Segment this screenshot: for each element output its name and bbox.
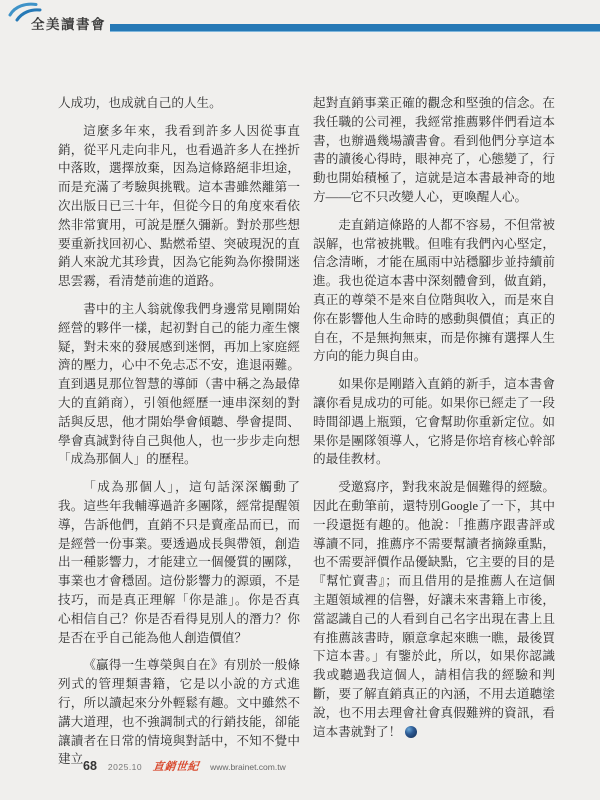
magazine-logo: 直銷世紀 bbox=[152, 761, 200, 773]
column-left bbox=[58, 94, 300, 769]
header-rule bbox=[110, 24, 600, 32]
paragraph: 書中的主人翁就像我們身邊常見剛開始經營的夥伴一樣，起初對自己的能力產生懷疑，對未來的發展感到迷惘，再加上家庭經濟的壓力，心中不免忐忑不安，進退兩難。直到遇見那位智慧的導師（書中稱之為最偉大的直銷商），引領他經歷一連串深刻的對話與反思，他才開始學會傾聽、學會提問、學會真誠對待自己與他人，也一步步走向想「成為那個人」的歷程。 bbox=[58, 301, 300, 467]
paragraph-continuation: 人成功，也成就自己的人生。 bbox=[58, 96, 222, 110]
paragraph: 「成為那個人」，這句話深深觸動了我。這些年我輔導過許多團隊，經常提醒領導，告訴他們，直銷不只是賣產品而已，而是經營一份事業。要透過成長與帶領，創造出一種影響力，才能建立一個優質的團隊，事業也才會穩固。這份影響力的源頭，不是技巧，而是真正理解「你是誰」。你是否真心相信自己？你是否看得見別人的潛力？你是否在乎自己能為他人創造價值？ bbox=[58, 480, 300, 645]
website-url: www.brainet.com.tw bbox=[210, 762, 286, 772]
paragraph: 如果你是剛踏入直銷的新手，這本書會讓你看見成功的可能。如果你已經走了一段時間卻遇上瓶頸，它會幫助你重新定位。如果你是團隊領導人，它將是你培育核心幹部的最佳教材。 bbox=[313, 377, 555, 467]
page-number: 68 bbox=[83, 759, 97, 773]
paragraph-continuation: 起對直銷事業正確的觀念和堅強的信念。在我任職的公司裡，我經常推薦夥伴們看這本書，也辦過幾場讀書會。看到他們分享這本書的讀後心得時，眼神亮了，心態變了，行動也開始積極了，這就是這本書最神奇的地方——它不只改變人心，更喚醒人心。 bbox=[313, 96, 555, 204]
paragraph-text: 受邀寫序，對我來說是個難得的經驗。因此在動筆前，還特別Google了一下，其中一段還挺有趣的。他說：「推薦序跟書評或導讀不同，推薦序不需要幫讀者摘錄重點，也不需要評價作品優缺點，它主要的目的是『幫忙賣書』；而且借用的是推薦人在這個主題領域裡的信譽，好讓未來書籍上市後，當認識自己的人看到自己名字出現在書上且有推薦該書時，願意拿起來瞧一瞧，最後買下這本書。」有鑒於此，所以，如果你認識我或聽過我這個人，請相信我的經驗和判斷，要了解直銷真正的內涵，不用去道聽塗說，也不用去理會社會真假難辨的資訊，看這本書就對了！ bbox=[313, 480, 555, 739]
paragraph: 《贏得一生尊榮與自在》有別於一般條列式的管理類書籍，它是以小說的方式進行，所以讀起來分外輕鬆有趣。文中雖然不講大道理，也不強調制式的行銷技能，卻能讓讀者在日常的情境與對話中，不知不覺中建立 bbox=[58, 658, 300, 767]
paragraph-last bbox=[313, 478, 555, 741]
paragraph: 走直銷這條路的人都不容易，不但常被誤解，也常被挑戰。但唯有我們內心堅定，信念清晰，才能在風雨中站穩腳步並持續前進。我也從這本書中深刻體會到，做直銷，真正的尊榮不是來自位階與收入，而是來自你在影響他人生命時的感動與價值；真正的自在，不是無拘無束，而是你擁有選擇人生方向的能力與自由。 bbox=[313, 217, 555, 364]
article-body bbox=[58, 94, 555, 769]
end-of-article-icon bbox=[405, 726, 417, 738]
page-header bbox=[0, 0, 600, 44]
column-right bbox=[313, 94, 555, 769]
paragraph: 這麼多年來，我看到許多人因從事直銷，從平凡走向非凡，也看過許多人在挫折中落敗，選擇放棄，因為這條路絕非坦途，而是充滿了考驗與挑戰。這本書雖然離第一次出版日已三十年，但從今日的角度來看依然非常實用，可說是歷久彌新。對於那些想要重新找回初心、點燃希望、突破現況的直銷人來說尤其珍貴，因為它能夠為你撥開迷思雲霧，看清楚前進的道路。 bbox=[58, 123, 300, 289]
issue-date: 2025.10 bbox=[107, 762, 143, 772]
section-label: 全美讀書會 bbox=[31, 17, 106, 32]
page-footer bbox=[83, 758, 286, 774]
